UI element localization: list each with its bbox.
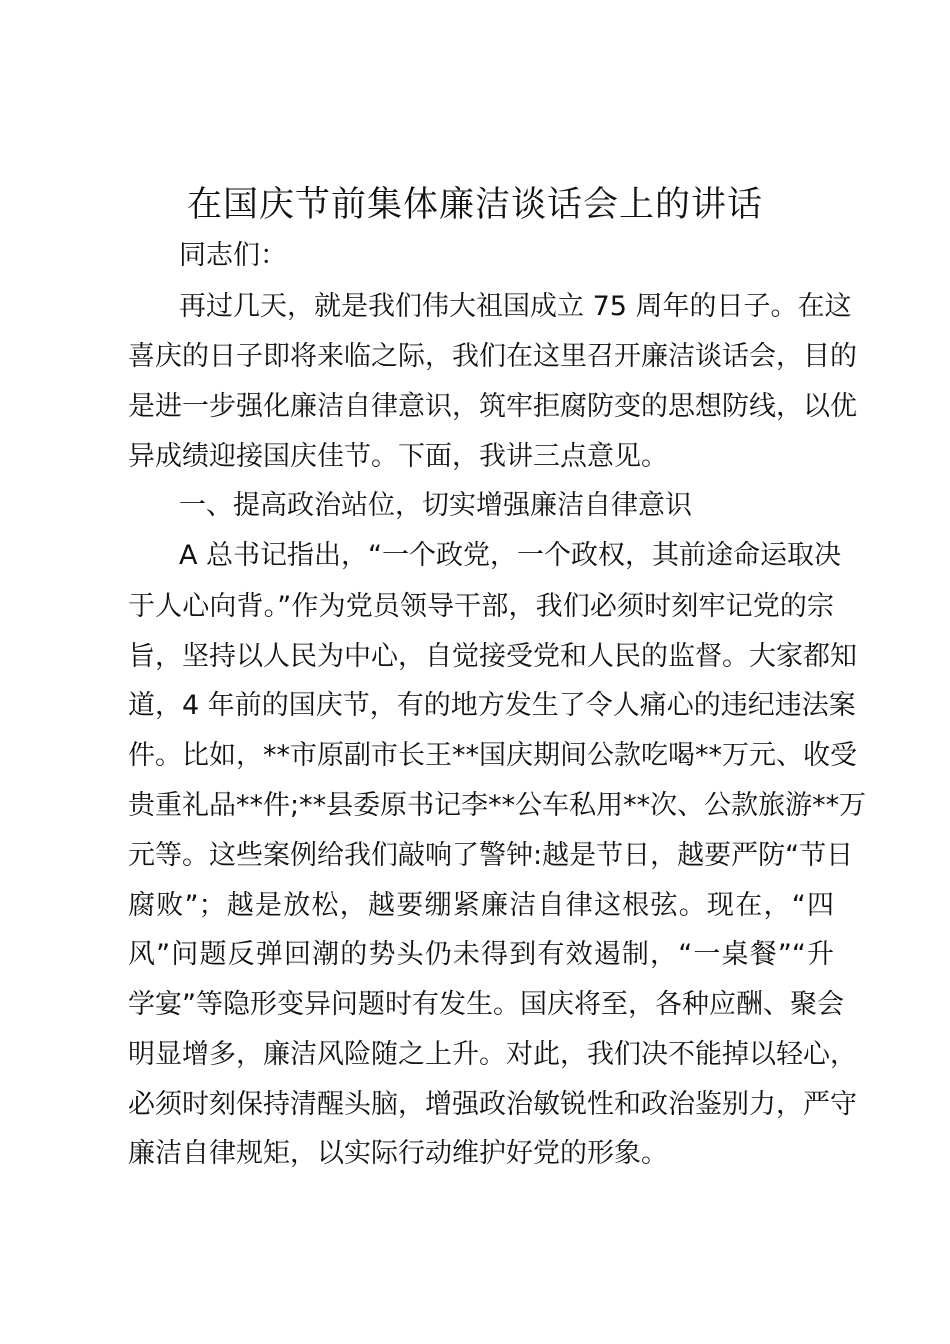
text-line: 件。比如，**市原副市长王**国庆期间公款吃喝**万元、收受 — [128, 740, 857, 771]
text-line: 腐败”；越是放松，越要绷紧廉洁自律这根弦。现在，“四 — [128, 890, 834, 921]
text-line: 风”问题反弹回潮的势头仍未得到有效遏制，“一桌餐”“升 — [128, 939, 834, 970]
text-line: 明显增多，廉洁风险随之上升。对此，我们决不能掉以轻心， — [128, 1039, 857, 1070]
text-line: 再过几天，就是我们伟大祖国成立 75 周年的日子。在这 — [179, 291, 852, 322]
text-line: 贵重礼品**件;**县委原书记李**公车私用**次、公款旅游**万 — [128, 790, 867, 821]
document-title: 在国庆节前集体廉洁谈话会上的讲话 — [186, 185, 763, 225]
text-line: A 总书记指出，“一个政党，一个政权，其前途命运取决 — [179, 540, 842, 571]
text-line: 旨，坚持以人民为中心，自觉接受党和人民的监督。大家都知 — [128, 641, 857, 672]
text-line: 喜庆的日子即将来临之际，我们在这里召开廉洁谈话会，目的 — [128, 341, 857, 372]
salutation: 同志们： — [179, 240, 287, 271]
text-line: 异成绩迎接国庆佳节。下面，我讲三点意见。 — [128, 441, 668, 472]
text-line: 元等。这些案例给我们敲响了警钟:越是节日，越要严防“节日 — [128, 840, 854, 871]
text-line: 学宴”等隐形变异问题时有发生。国庆将至，各种应酬、聚会 — [128, 989, 844, 1020]
text-line: 是进一步强化廉洁自律意识，筑牢拒腐防变的思想防线，以优 — [128, 391, 857, 422]
section-heading: 一、提高政治站位，切实增强廉洁自律意识 — [179, 490, 692, 521]
text-line: 道，4 年前的国庆节，有的地方发生了令人痛心的违纪违法案 — [128, 690, 856, 721]
text-line: 廉洁自律规矩，以实际行动维护好党的形象。 — [128, 1138, 668, 1169]
text-line: 必须时刻保持清醒头脑，增强政治敏锐性和政治鉴别力，严守 — [128, 1089, 857, 1120]
text-line: 于人心向背。”作为党员领导干部，我们必须时刻牢记党的宗 — [128, 591, 834, 622]
